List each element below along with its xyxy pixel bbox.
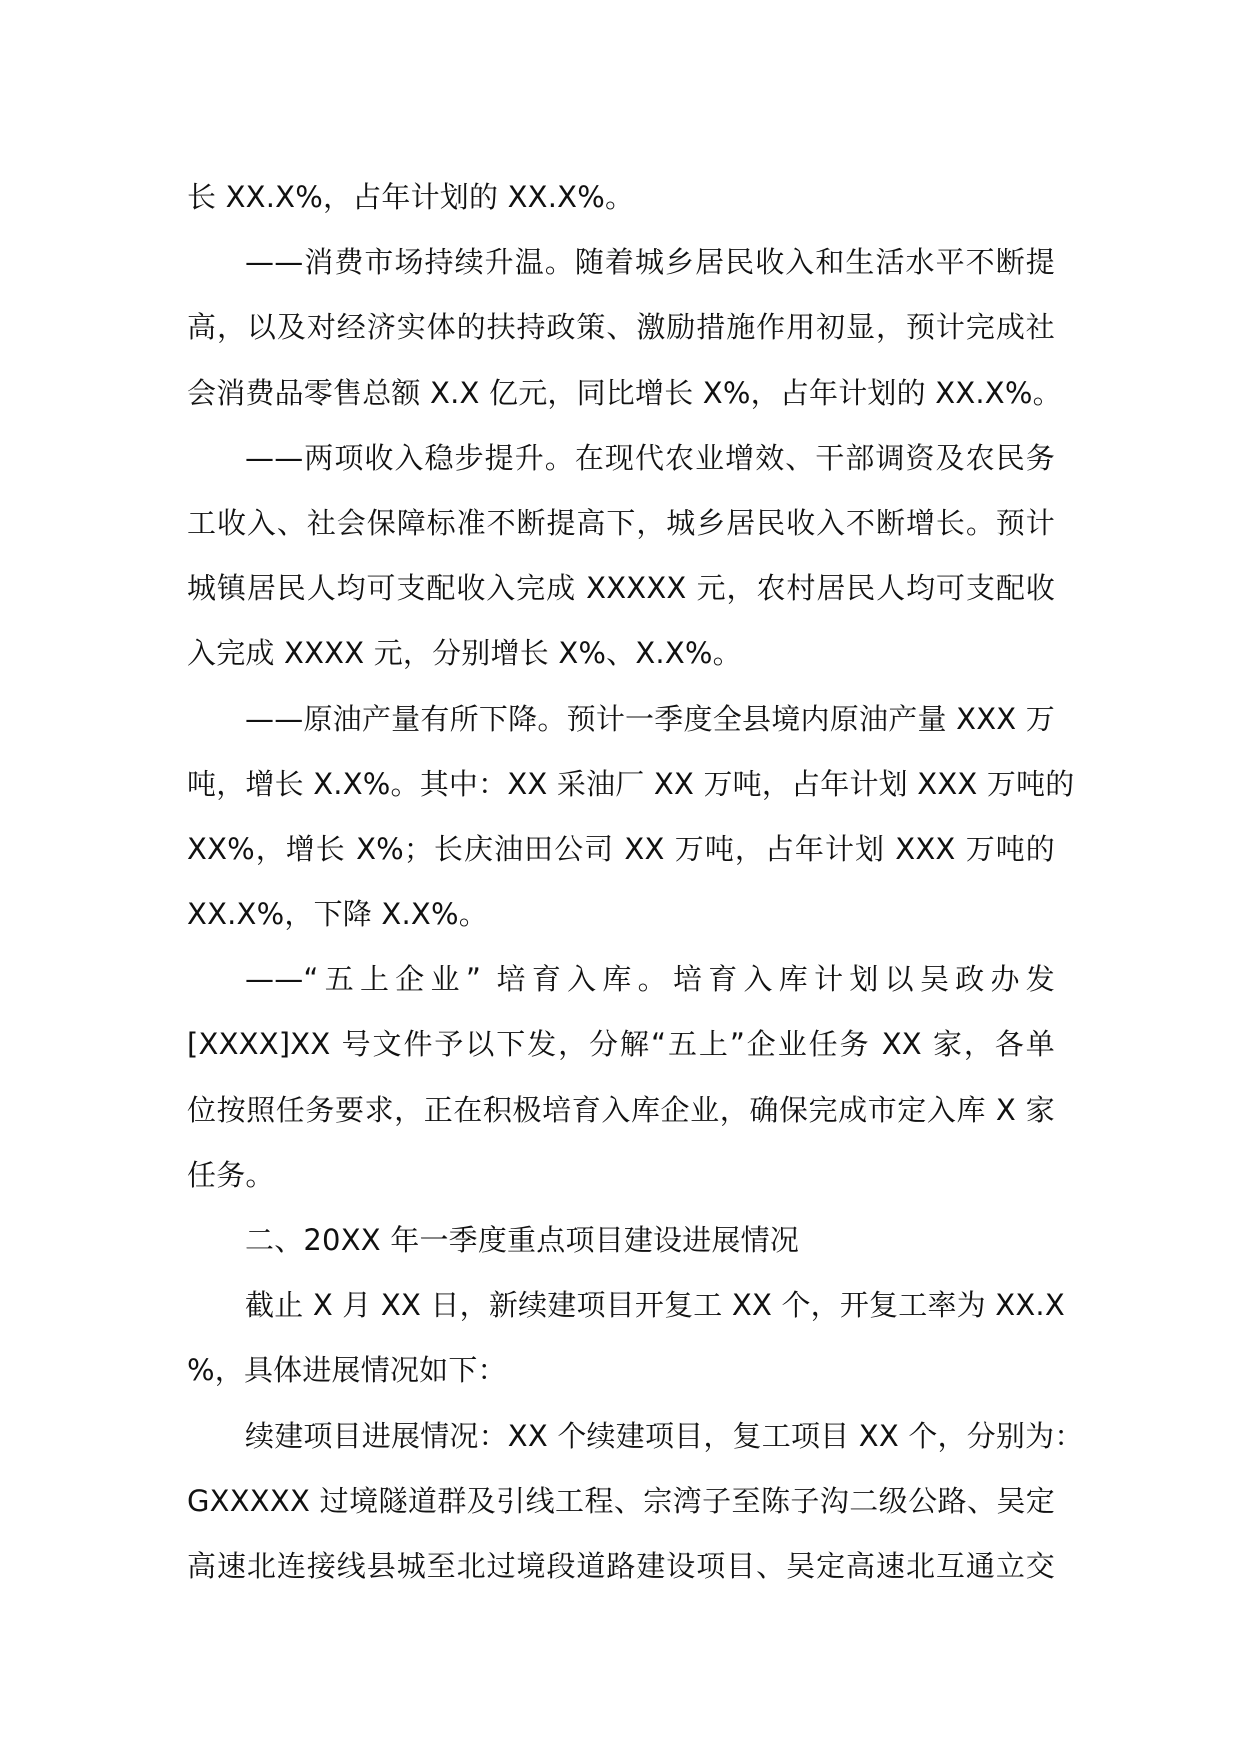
text-line: [XXXX]XX 号文件予以下发，分解“五上”企业任务 XX 家，各单 bbox=[187, 1027, 1055, 1062]
text-line: 长 XX.X%，占年计划的 XX.X%。 bbox=[187, 180, 635, 214]
text-line: 高，以及对经济实体的扶持政策、激励措施作用初显，预计完成社 bbox=[187, 310, 1055, 345]
paragraph-consumption-heading: ——消费市场持续升温。随着城乡居民收入和生活水平不断提 bbox=[245, 245, 1055, 280]
paragraph-enterprise-heading: ——“五上企业” 培育入库。培育入库计划以吴政办发 bbox=[245, 962, 1055, 997]
text-line: XX.X%，下降 X.X%。 bbox=[187, 897, 488, 932]
document-body bbox=[187, 165, 1084, 1599]
section-heading: 二、20XX 年一季度重点项目建设进展情况 bbox=[245, 1223, 800, 1257]
text-line: 入完成 XXXX 元，分别增长 X%、X.X%。 bbox=[187, 636, 742, 671]
paragraph-continued-projects: 续建项目进展情况：XX 个续建项目，复工项目 XX 个，分别为： bbox=[245, 1418, 1084, 1453]
text-line: 位按照任务要求，正在积极培育入库企业，确保完成市定入库 X 家 bbox=[187, 1092, 1055, 1127]
text-line: 会消费品零售总额 X.X 亿元，同比增长 X%，占年计划的 XX.X%。 bbox=[187, 375, 1062, 410]
text-line: 吨，增长 X.X%。其中：XX 采油厂 XX 万吨，占年计划 XXX 万吨的 bbox=[187, 766, 1075, 801]
paragraph-oil-heading: ——原油产量有所下降。预计一季度全县境内原油产量 XXX 万 bbox=[245, 701, 1055, 736]
text-line: 截止 X 月 XX 日，新续建项目开复工 XX 个，开复工率为 XX.X bbox=[245, 1288, 1065, 1323]
text-line: 城镇居民人均可支配收入完成 XXXXX 元，农村居民人均可支配收 bbox=[187, 571, 1055, 606]
text-line: 工收入、社会保障标准不断提高下，城乡居民收入不断增长。预计 bbox=[187, 505, 1055, 540]
paragraph-income-heading: ——两项收入稳步提升。在现代农业增效、干部调资及农民务 bbox=[245, 440, 1055, 475]
text-line: GXXXXX 过境隧道群及引线工程、宗湾子至陈子沟二级公路、吴定 bbox=[187, 1483, 1055, 1518]
text-line: XX%，增长 X%；长庆油田公司 XX 万吨，占年计划 XXX 万吨的 bbox=[187, 831, 1055, 866]
text-line: 高速北连接线县城至北过境段道路建设项目、吴定高速北互通立交 bbox=[187, 1548, 1055, 1583]
text-line: %，具体进展情况如下： bbox=[187, 1353, 507, 1388]
text-line: 任务。 bbox=[187, 1157, 275, 1192]
